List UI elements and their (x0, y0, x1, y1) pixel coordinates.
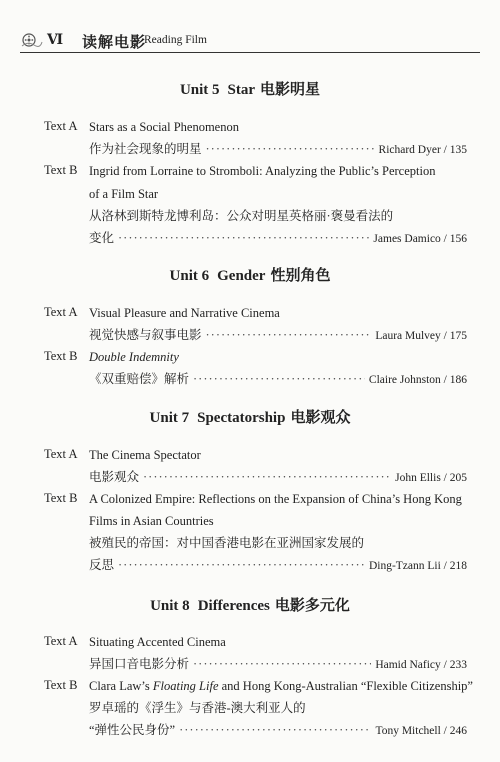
entry-title-en (89, 678, 473, 694)
book-title: 读解电影 (82, 35, 147, 51)
author-page: Ding-Tzann Lii / 218 (368, 560, 467, 572)
title-part: Clara Law’s (89, 679, 153, 693)
entry-title-en: Double Indemnity (89, 350, 179, 364)
text-label: Text A (44, 634, 78, 648)
unit-name: Spectatorship (197, 410, 286, 426)
entry-title-zh-line (89, 722, 467, 738)
entry-title-zh-cont: 反思 (89, 558, 115, 572)
text-label: Text B (44, 349, 78, 363)
author-page: Laura Mulvey / 175 (375, 330, 467, 342)
dot-leader (206, 327, 372, 343)
unit-name-zh: 电影明星 (260, 82, 321, 98)
book-subtitle: Reading Film (144, 34, 207, 46)
entry-title-zh: 罗卓瑶的《浮生》与香港-澳大利亚人的 (89, 701, 306, 715)
film-title: Floating Life (152, 679, 219, 693)
author-page: Hamid Naficy / 233 (375, 659, 467, 671)
entry-title-zh-line (89, 371, 467, 387)
entry-title-en: Visual Pleasure and Narrative Cinema (89, 306, 280, 320)
unit-number: Unit 6 (169, 268, 210, 284)
title-part: and Hong Kong-Australian “Flexible Citizenship” (218, 679, 473, 693)
entry-title-zh: 异国口音电影分析 (89, 657, 190, 671)
entry-title-zh: 电影观众 (89, 470, 140, 484)
text-label: Text A (44, 305, 78, 319)
entry-title-zh-line (89, 656, 467, 672)
running-header (20, 30, 480, 53)
entry-title-zh-cont: 变化 (89, 231, 115, 245)
entry-title-zh-line (89, 141, 467, 157)
text-label: Text B (44, 491, 78, 505)
entry-title-en: Stars as a Social Phenomenon (89, 120, 239, 134)
entry-title-en: Situating Accented Cinema (89, 635, 226, 649)
unit-name-zh: 性别角色 (270, 268, 331, 284)
author-page: Claire Johnston / 186 (368, 374, 467, 386)
entry-title-zh-line (89, 469, 467, 485)
unit-7-title (0, 406, 500, 427)
entry-title-zh: 视觉快感与叙事电影 (89, 328, 202, 342)
dot-leader (206, 141, 375, 157)
author-page: Tony Mitchell / 246 (375, 725, 467, 737)
entry-title-zh: 《双重赔偿》解析 (89, 372, 190, 386)
author-page: James Damico / 156 (373, 233, 467, 245)
unit-8-title (0, 594, 500, 615)
unit-6-title (0, 264, 500, 285)
unit-name-zh: 电影多元化 (274, 598, 350, 614)
dot-leader (193, 371, 365, 387)
dot-leader (118, 557, 365, 573)
entry-title-zh: 被殖民的帝国：对中国香港电影在亚洲国家发展的 (89, 536, 365, 550)
text-label: Text A (44, 119, 78, 133)
text-label: Text B (44, 678, 78, 692)
entry-title-en: The Cinema Spectator (89, 448, 201, 462)
unit-name: Differences (197, 598, 270, 614)
entry-title-zh-line (89, 230, 467, 246)
unit-name-zh: 电影观众 (290, 410, 351, 426)
text-label: Text B (44, 163, 78, 177)
entry-title-en: A Colonized Empire: Reflections on the Expansion of China’s Hong Kong (89, 492, 462, 506)
text-label: Text A (44, 447, 78, 461)
entry-title-zh: 作为社会现象的明星 (89, 142, 202, 156)
unit-name: Gender (217, 268, 266, 284)
author-page: John Ellis / 205 (395, 472, 467, 484)
unit-number: Unit 5 (179, 82, 220, 98)
unit-number: Unit 7 (149, 410, 190, 426)
unit-5-title (0, 78, 500, 99)
entry-title-zh-line (89, 327, 467, 343)
film-reel-logo-icon (20, 30, 44, 48)
dot-leader (118, 230, 369, 246)
entry-title-en: Ingrid from Lorraine to Stromboli: Analyzing the Public’s Perception (89, 164, 436, 178)
dot-leader (143, 469, 391, 485)
entry-title-zh: 从洛林到斯特龙博利岛：公众对明星英格丽·褒曼看法的 (89, 209, 394, 223)
entry-title-zh-line (89, 557, 467, 573)
entry-title-zh-cont: “弹性公民身份” (89, 723, 176, 737)
page-number: Ⅵ (47, 33, 64, 48)
dot-leader (179, 722, 371, 738)
unit-number: Unit 8 (150, 598, 190, 614)
entry-title-en-cont: Films in Asian Countries (89, 514, 214, 528)
unit-name: Star (227, 82, 256, 98)
entry-title-en-cont: of a Film Star (89, 187, 159, 201)
author-page: Richard Dyer / 135 (378, 144, 467, 156)
dot-leader (193, 656, 371, 672)
